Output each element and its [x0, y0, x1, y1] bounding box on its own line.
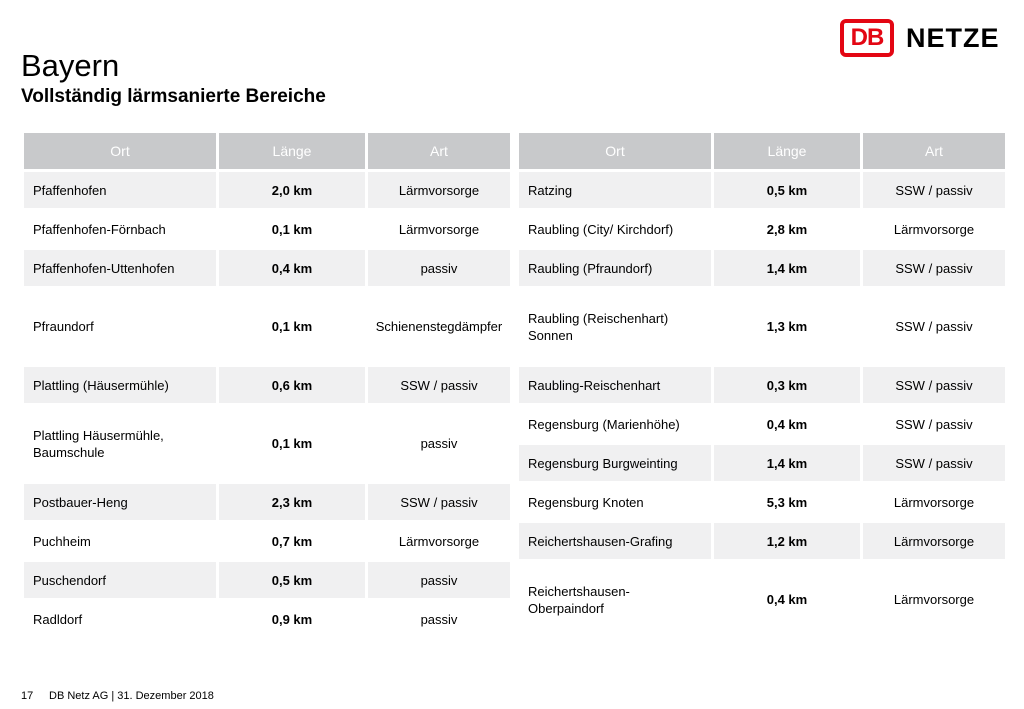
column-header-art: Art: [863, 133, 1005, 169]
table-row: [24, 601, 510, 637]
left-table: [21, 130, 513, 640]
cell-art: Lärmvorsorge: [863, 523, 1005, 559]
cell-laenge: 1,4 km: [714, 250, 860, 286]
page-number: 17: [21, 690, 34, 702]
cell-laenge: 0,3 km: [714, 367, 860, 403]
cell-laenge: 0,1 km: [219, 289, 365, 364]
cell-ort: Raubling (Pfraundorf): [519, 250, 711, 286]
column-header-ort: Ort: [519, 133, 711, 169]
right-table: [516, 130, 1008, 640]
cell-art: Lärmvorsorge: [368, 523, 510, 559]
table-row: [519, 250, 1005, 286]
page-title: Bayern: [21, 48, 120, 83]
table-row: [519, 523, 1005, 559]
cell-laenge: 0,1 km: [219, 211, 365, 247]
cell-laenge: 2,8 km: [714, 211, 860, 247]
cell-laenge: 0,5 km: [219, 562, 365, 598]
cell-art: SSW / passiv: [863, 367, 1005, 403]
cell-ort: Reichertshausen-Grafing: [519, 523, 711, 559]
table-row: [24, 406, 510, 481]
cell-ort: Puchheim: [24, 523, 216, 559]
table-row: [24, 250, 510, 286]
cell-ort: Pfaffenhofen-Förnbach: [24, 211, 216, 247]
table-row: [519, 289, 1005, 364]
table-row: [24, 523, 510, 559]
cell-ort: Regensburg Knoten: [519, 484, 711, 520]
cell-ort: Radldorf: [24, 601, 216, 637]
table-row: [519, 406, 1005, 442]
table-row: [519, 445, 1005, 481]
table-row: [519, 172, 1005, 208]
cell-ort: Pfraundorf: [24, 289, 216, 364]
db-netze-logo: [840, 18, 1000, 58]
cell-laenge: 1,3 km: [714, 289, 860, 364]
cell-ort: Regensburg (Marienhöhe): [519, 406, 711, 442]
footer: [21, 690, 214, 702]
cell-laenge: 0,4 km: [219, 250, 365, 286]
cell-laenge: 0,1 km: [219, 406, 365, 481]
cell-ort: Puschendorf: [24, 562, 216, 598]
cell-ort: Raubling (City/ Kirchdorf): [519, 211, 711, 247]
table-row: [24, 289, 510, 364]
table-row: [519, 211, 1005, 247]
table-row: [24, 367, 510, 403]
cell-art: SSW / passiv: [863, 445, 1005, 481]
db-logo-icon: DB: [840, 19, 894, 57]
cell-art: Lärmvorsorge: [368, 211, 510, 247]
cell-laenge: 0,4 km: [714, 562, 860, 637]
table-header-row: [519, 133, 1005, 169]
cell-ort: Regensburg Burgweinting: [519, 445, 711, 481]
table-row: [24, 484, 510, 520]
cell-laenge: 1,4 km: [714, 445, 860, 481]
cell-art: passiv: [368, 562, 510, 598]
cell-art: passiv: [368, 406, 510, 481]
cell-art: Lärmvorsorge: [368, 172, 510, 208]
cell-ort: Postbauer-Heng: [24, 484, 216, 520]
cell-ort: Raubling (Reischenhart) Sonnen: [519, 289, 711, 364]
logo-netze-text: NETZE: [906, 22, 1000, 53]
cell-laenge: 0,7 km: [219, 523, 365, 559]
cell-ort: Ratzing: [519, 172, 711, 208]
footer-text: DB Netz AG | 31. Dezember 2018: [49, 690, 214, 702]
column-header-laenge: Länge: [219, 133, 365, 169]
column-header-art: Art: [368, 133, 510, 169]
column-header-laenge: Länge: [714, 133, 860, 169]
cell-art: Lärmvorsorge: [863, 484, 1005, 520]
cell-art: SSW / passiv: [368, 484, 510, 520]
cell-ort: Raubling-Reischenhart: [519, 367, 711, 403]
cell-ort: Plattling (Häusermühle): [24, 367, 216, 403]
cell-ort: Reichertshausen-Oberpaindorf: [519, 562, 711, 637]
cell-ort: Pfaffenhofen-Uttenhofen: [24, 250, 216, 286]
page-subtitle: Vollständig lärmsanierte Bereiche: [21, 86, 326, 107]
cell-art: passiv: [368, 250, 510, 286]
column-header-ort: Ort: [24, 133, 216, 169]
cell-laenge: 0,9 km: [219, 601, 365, 637]
cell-ort: Plattling Häusermühle, Baumschule: [24, 406, 216, 481]
cell-ort: Pfaffenhofen: [24, 172, 216, 208]
cell-laenge: 2,0 km: [219, 172, 365, 208]
cell-art: SSW / passiv: [863, 250, 1005, 286]
cell-laenge: 5,3 km: [714, 484, 860, 520]
cell-art: SSW / passiv: [368, 367, 510, 403]
cell-art: SSW / passiv: [863, 406, 1005, 442]
table-row: [519, 367, 1005, 403]
cell-art: passiv: [368, 601, 510, 637]
cell-art: SSW / passiv: [863, 172, 1005, 208]
cell-art: SSW / passiv: [863, 289, 1005, 364]
cell-laenge: 1,2 km: [714, 523, 860, 559]
table-row: [24, 211, 510, 247]
table-row: [24, 172, 510, 208]
cell-laenge: 0,6 km: [219, 367, 365, 403]
table-row: [519, 484, 1005, 520]
cell-laenge: 2,3 km: [219, 484, 365, 520]
table-row: [519, 562, 1005, 637]
cell-art: Lärmvorsorge: [863, 562, 1005, 637]
cell-art: Schienenstegdämpfer: [368, 289, 510, 364]
cell-laenge: 0,4 km: [714, 406, 860, 442]
cell-laenge: 0,5 km: [714, 172, 860, 208]
cell-art: Lärmvorsorge: [863, 211, 1005, 247]
table-row: [24, 562, 510, 598]
table-header-row: [24, 133, 510, 169]
